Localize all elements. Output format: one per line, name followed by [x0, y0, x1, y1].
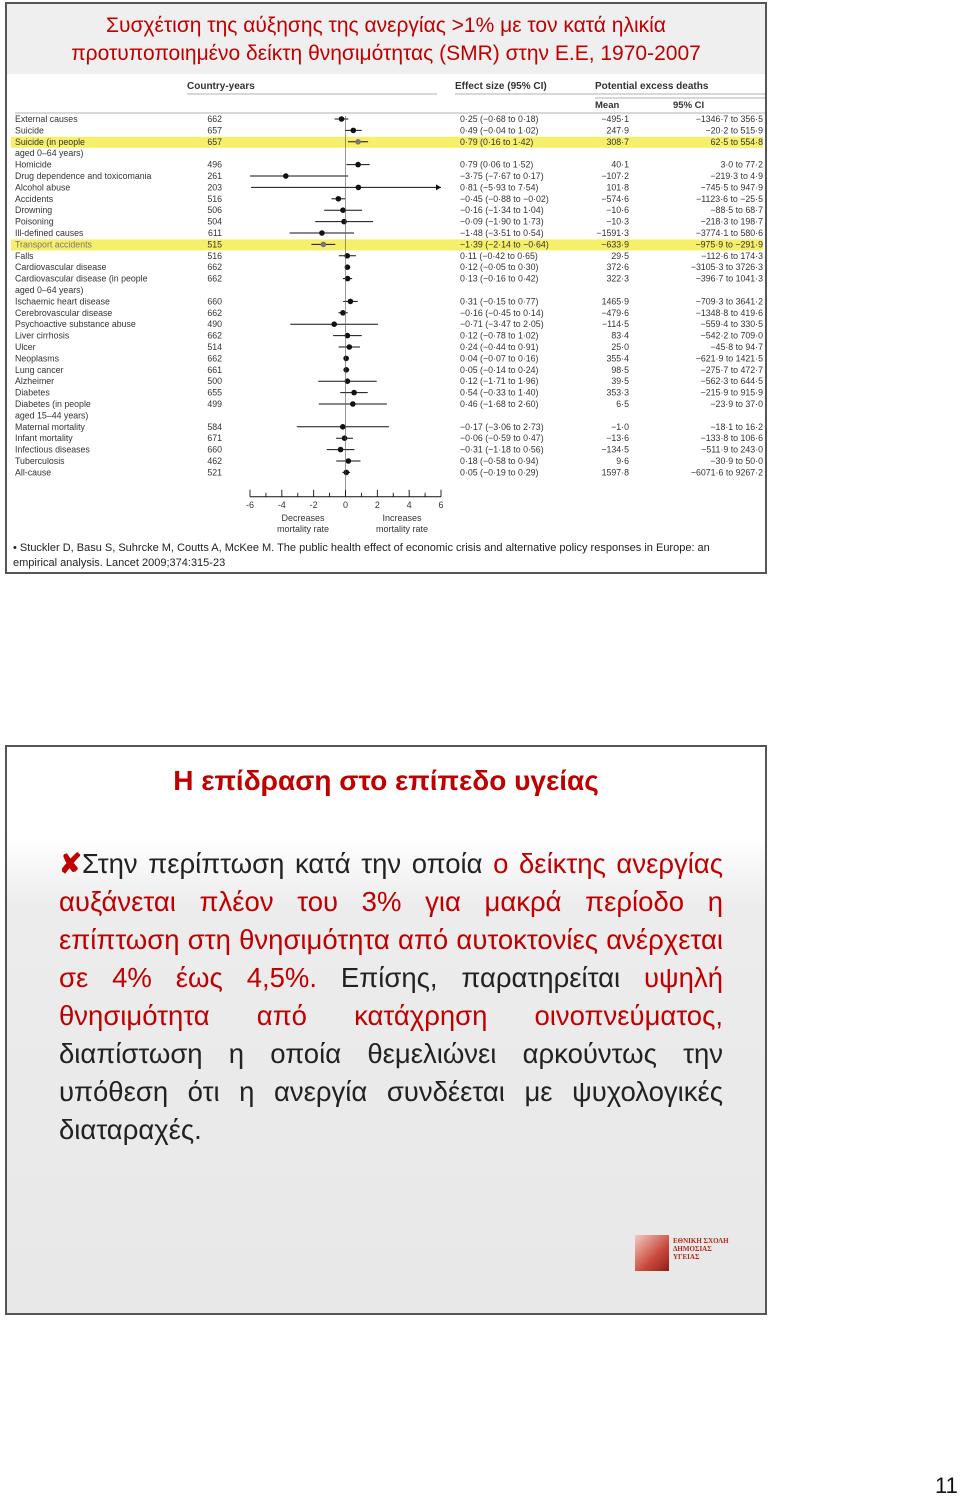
row-ci: −88·5 to 68·7	[710, 205, 763, 216]
row-label: Psychoactive substance abuse	[15, 319, 136, 330]
row-effect-size: −1·39 (−2·14 to −0·64)	[460, 239, 549, 250]
row-ci: −975·9 to −291·9	[695, 239, 763, 250]
row-mean: 39·5	[611, 376, 629, 387]
row-ci: −30·9 to 50·0	[710, 456, 763, 466]
row-country-years: 506	[207, 205, 222, 216]
row-label: Infectious diseases	[15, 444, 90, 455]
row-mean: 98·5	[611, 364, 629, 375]
x-tick-label: -2	[309, 499, 318, 510]
row-country-years: 490	[207, 319, 222, 330]
row-ci: −112·6 to 174·3	[701, 250, 763, 261]
point-estimate	[351, 390, 357, 396]
row-label: Transport accidents	[15, 239, 92, 250]
row-highlight	[11, 137, 763, 148]
row-effect-size: 0·12 (−1·71 to 1·96)	[460, 376, 539, 387]
row-label: Diabetes (in people	[15, 399, 91, 409]
row-mean: −10·6	[606, 205, 629, 216]
row-ci: −219·3 to 4·9	[710, 171, 763, 181]
row-effect-size: −3·75 (−7·67 to 0·17)	[460, 171, 544, 181]
row-effect-size: 0·81 (−5·93 to 7·54)	[460, 182, 539, 193]
row-ci: −218·3 to 198·7	[700, 216, 763, 227]
x-tick-label: 6	[438, 499, 444, 510]
slide-title	[7, 4, 765, 74]
row-label: aged 0–64 years)	[15, 148, 84, 159]
point-estimate	[340, 310, 346, 316]
title-line-1: Συσχέτιση της αύξησης της ανεργίας >1% με τον κατά ηλικία	[106, 14, 666, 37]
row-ci: −396·7 to 1041·3	[695, 273, 763, 284]
row-label: Alcohol abuse	[15, 182, 71, 193]
header-effect-size: Effect size (95% CI)	[455, 81, 547, 92]
row-country-years: 655	[207, 387, 222, 398]
row-effect-size: 0·79 (0·16 to 1·42)	[460, 136, 534, 147]
row-country-years: 514	[207, 342, 222, 352]
x-bullet-icon: ✘	[59, 848, 83, 879]
row-label: Cardiovascular disease (in people	[15, 273, 148, 284]
row-mean: −134·5	[601, 444, 629, 455]
x-tick-label: 4	[406, 499, 412, 510]
row-country-years: 203	[207, 182, 222, 193]
x-annotation-left: mortality rate	[276, 523, 330, 534]
row-label: Ill-defined causes	[15, 228, 84, 238]
row-ci: −1346·7 to 356·5	[695, 114, 763, 124]
row-effect-size: 0·54 (−0·33 to 1·40)	[460, 387, 539, 398]
row-label: Cerebrovascular disease	[15, 307, 113, 318]
row-mean: 372·6	[606, 262, 629, 273]
row-mean: 9·6	[616, 456, 629, 466]
row-ci: −45·8 to 94·7	[710, 342, 763, 352]
row-effect-size: 0·18 (−0·58 to 0·94)	[460, 456, 539, 466]
x-annotation-right: mortality rate	[375, 523, 429, 534]
row-effect-size: 0·49 (−0·04 to 1·02)	[460, 125, 539, 136]
row-country-years: 504	[207, 216, 222, 227]
row-country-years: 584	[207, 421, 222, 432]
body-highlight: υψηλή θνησιμότητα από κατάχρηση οινοπνεύματος,	[59, 962, 723, 1031]
row-mean: 40·1	[611, 159, 629, 170]
logo-emblem	[635, 1235, 669, 1271]
header-ci: 95% CI	[673, 100, 705, 111]
forest-plot-chart	[7, 76, 765, 536]
row-mean: −479·6	[601, 307, 629, 318]
citation-text: Stuckler D, Basu S, Suhrcke M, Coutts A, McKee M. The public health effect of economic crisis and alternative policy responses in Europe: an empirical analysis. Lancet 2009;374:315-23	[13, 542, 710, 569]
row-country-years: 515	[207, 239, 222, 250]
row-ci: −621·9 to 1421·5	[695, 353, 763, 364]
row-effect-size: 0·12 (−0·78 to 1·02)	[460, 330, 539, 341]
body-text: Στην περίπτωση κατά την οποία	[82, 848, 494, 879]
row-mean: −1·0	[611, 421, 629, 432]
slide-body	[59, 845, 723, 1149]
row-country-years: 662	[207, 307, 222, 318]
row-country-years: 662	[207, 330, 222, 341]
row-label: Cardiovascular disease	[15, 262, 107, 273]
row-label: aged 0–64 years)	[15, 285, 84, 295]
ci-arrow	[436, 184, 441, 190]
row-mean: −107·2	[601, 171, 629, 181]
point-estimate	[355, 139, 361, 145]
body-text: Επίσης, παρατηρείται	[317, 962, 645, 993]
row-effect-size: 0·46 (−1·68 to 2·60)	[460, 399, 539, 409]
slide-title: Η επίδραση στο επίπεδο υγείας	[173, 765, 599, 796]
title-line-2: προτυποποιημένο δείκτη θνησιμότητας (SMR) στην Ε.Ε, 1970-2007	[71, 42, 701, 65]
x-tick-label: 0	[342, 499, 349, 510]
row-mean: 83·4	[611, 330, 629, 341]
row-label: Drug dependence and toxicomania	[15, 171, 152, 181]
row-ci: −6071·6 to 9267·2	[690, 467, 763, 478]
row-mean: −13·6	[606, 433, 629, 444]
row-highlight	[11, 239, 763, 250]
point-estimate	[347, 344, 353, 350]
row-country-years: 496	[207, 159, 222, 170]
point-estimate	[356, 185, 362, 191]
x-tick-label: 2	[374, 499, 380, 510]
row-label: Liver cirrhosis	[15, 330, 70, 341]
slide-health-effect	[5, 745, 767, 1315]
row-country-years: 499	[207, 399, 222, 409]
logo-text: ΕΘΝΙΚΗ ΣΧΟΛΗ ΔΗΜΟΣΙΑΣ ΥΓΕΙΑΣ	[673, 1237, 729, 1261]
row-label: Suicide	[15, 125, 44, 136]
row-ci: −20·2 to 515·9	[705, 125, 763, 136]
row-country-years: 661	[207, 364, 222, 375]
row-mean: −633·9	[601, 239, 629, 250]
row-mean: −574·6	[601, 193, 629, 204]
header-excess-deaths: Potential excess deaths	[595, 81, 709, 92]
row-mean: 247·9	[606, 125, 629, 136]
row-mean: 6·5	[616, 399, 629, 409]
row-mean: 308·7	[606, 136, 629, 147]
row-label: External causes	[15, 114, 78, 124]
row-effect-size: 0·11 (−0·42 to 0·65)	[460, 250, 538, 261]
point-estimate	[283, 173, 289, 179]
row-mean: −114·5	[602, 319, 629, 330]
row-ci: 3·0 to 77·2	[720, 159, 763, 170]
point-estimate	[338, 447, 344, 453]
row-mean: −10·3	[606, 216, 629, 227]
point-estimate	[348, 299, 354, 305]
row-mean: 1597·8	[601, 467, 629, 478]
row-country-years: 660	[207, 296, 222, 307]
row-country-years: 516	[207, 250, 222, 261]
x-tick-label: -4	[277, 499, 286, 510]
row-effect-size: 0·31 (−0·15 to 0·77)	[460, 296, 539, 307]
row-label: Ulcer	[15, 342, 36, 352]
row-ci: −18·1 to 16·2	[710, 421, 763, 432]
row-country-years: 662	[207, 262, 222, 273]
row-mean: 101·8	[606, 182, 629, 193]
x-tick-label: -6	[245, 499, 255, 510]
row-country-years: 462	[207, 456, 222, 466]
row-label: Falls	[15, 250, 34, 261]
point-estimate	[319, 230, 325, 236]
row-mean: 25·0	[611, 342, 629, 352]
row-label: Suicide (in people	[15, 136, 85, 147]
row-country-years: 516	[207, 193, 222, 204]
row-label: Neoplasms	[15, 353, 60, 364]
row-ci: −23·9 to 37·0	[710, 399, 763, 409]
row-country-years: 611	[207, 228, 222, 238]
point-estimate	[346, 458, 352, 464]
row-label: aged 15–44 years)	[15, 410, 89, 421]
row-ci: −133·8 to 106·6	[700, 433, 763, 444]
row-effect-size: −0·71 (−3·47 to 2·05)	[460, 319, 544, 330]
row-country-years: 657	[207, 125, 222, 136]
row-country-years: 660	[207, 444, 222, 455]
row-mean: −1591·3	[596, 228, 629, 238]
point-estimate	[355, 162, 361, 168]
row-effect-size: −0·16 (−1·34 to 1·04)	[460, 205, 544, 216]
row-ci: 62·5 to 554·8	[710, 136, 763, 147]
row-label: Accidents	[15, 193, 54, 204]
row-label: Homicide	[15, 159, 52, 170]
point-estimate	[343, 470, 349, 476]
row-label: Alzheimer	[15, 376, 55, 387]
point-estimate	[331, 321, 337, 327]
row-country-years: 521	[207, 467, 222, 478]
row-country-years: 671	[207, 433, 222, 444]
point-estimate	[341, 219, 347, 225]
row-ci: −559·4 to 330·5	[700, 319, 763, 330]
row-label: Tuberculosis	[15, 456, 65, 466]
row-label: All-cause	[15, 467, 52, 478]
row-effect-size: −0·16 (−0·45 to 0·14)	[460, 307, 544, 318]
row-ci: −275·7 to 472·7	[700, 364, 763, 375]
row-effect-size: −0·17 (−3·06 to 2·73)	[460, 421, 544, 432]
row-ci: −709·3 to 3641·2	[695, 296, 763, 307]
row-effect-size: 0·24 (−0·44 to 0·91)	[460, 342, 539, 352]
row-country-years: 657	[207, 136, 222, 147]
point-estimate	[339, 116, 345, 122]
row-mean: 29·5	[611, 250, 629, 261]
row-mean: 322·3	[606, 273, 629, 284]
row-ci: −542·2 to 709·0	[700, 330, 763, 341]
row-label: Maternal mortality	[15, 421, 85, 432]
row-mean: 353·3	[606, 387, 629, 398]
row-effect-size: 0·25 (−0·68 to 0·18)	[460, 114, 539, 124]
header-country-years: Country-years	[187, 81, 255, 92]
row-country-years: 662	[207, 114, 222, 124]
slide-forest-plot	[5, 2, 767, 574]
row-label: Drowning	[15, 205, 53, 216]
row-mean: 355·4	[606, 353, 629, 364]
row-country-years: 662	[207, 273, 222, 284]
point-estimate	[340, 424, 346, 430]
school-logo	[635, 1235, 729, 1275]
row-country-years: 500	[207, 376, 222, 387]
row-effect-size: 0·05 (−0·14 to 0·24)	[460, 364, 539, 375]
row-mean: −495·1	[601, 114, 629, 124]
row-label: Infant mortality	[15, 433, 73, 444]
x-annotation-right: Increases	[382, 512, 422, 523]
row-effect-size: 0·79 (0·06 to 1·52)	[460, 159, 534, 170]
page-number: 11	[935, 1473, 958, 1498]
row-effect-size: 0·12 (−0·05 to 0·30)	[460, 262, 539, 273]
row-ci: −215·9 to 915·9	[700, 387, 763, 398]
point-estimate	[342, 435, 348, 441]
row-ci: −1123·6 to −25·5	[696, 193, 763, 204]
row-ci: −511·9 to 243·0	[701, 444, 763, 455]
point-estimate	[350, 401, 356, 407]
row-effect-size: −0·45 (−0·88 to −0·02)	[460, 193, 549, 204]
header-mean: Mean	[595, 100, 620, 111]
row-ci: −562·3 to 644·5	[700, 376, 763, 387]
body-text: διαπίστωση η οποία θεμελιώνει αρκούντως την υπόθεση ότι η ανεργία συνδέεται με ψυχολογικές διαταραχές.	[59, 1038, 723, 1145]
row-mean: 1465·9	[601, 296, 629, 307]
point-estimate	[343, 356, 349, 362]
row-label: Ischaemic heart disease	[15, 296, 110, 307]
row-effect-size: 0·04 (−0·07 to 0·16)	[460, 353, 539, 364]
row-ci: −3774·1 to 580·6	[695, 228, 763, 238]
row-effect-size: 0·13 (−0·16 to 0·42)	[460, 273, 539, 284]
row-effect-size: −0·09 (−1·90 to 1·73)	[460, 216, 544, 227]
row-effect-size: −0·06 (−0·59 to 0·47)	[460, 433, 544, 444]
point-estimate	[343, 367, 349, 373]
row-effect-size: −0·31 (−1·18 to 0·56)	[460, 444, 544, 455]
body-highlight: ο δείκτης ανεργίας αυξάνεται πλέον του 3% για μακρά περίοδο η επίπτωση στη θνησιμότητα από αυτοκτονίες ανέρχεται σε 4% έως 4,5%.	[59, 848, 723, 993]
citation: • Stuckler D, Basu S, Suhrcke M, Coutts A, McKee M. The public health effect of economic crisis and alternative policy responses in Europe: an empirical analysis. Lancet 2009;374:315-23	[13, 542, 710, 569]
point-estimate	[350, 128, 356, 134]
row-country-years: 261	[207, 171, 222, 181]
row-label: Poisoning	[15, 216, 54, 227]
row-label: Lung cancer	[15, 364, 64, 375]
point-estimate	[336, 196, 342, 202]
row-ci: −1348·8 to 419·6	[695, 307, 763, 318]
point-estimate	[321, 242, 327, 248]
row-effect-size: −1·48 (−3·51 to 0·54)	[460, 228, 544, 238]
row-effect-size: 0·05 (−0·19 to 0·29)	[460, 467, 539, 478]
row-ci: −3105·3 to 3726·3	[690, 262, 763, 273]
x-annotation-left: Decreases	[281, 512, 325, 523]
row-label: Diabetes	[15, 387, 50, 398]
point-estimate	[340, 207, 346, 213]
row-ci: −745·5 to 947·9	[700, 182, 763, 193]
row-country-years: 662	[207, 353, 222, 364]
